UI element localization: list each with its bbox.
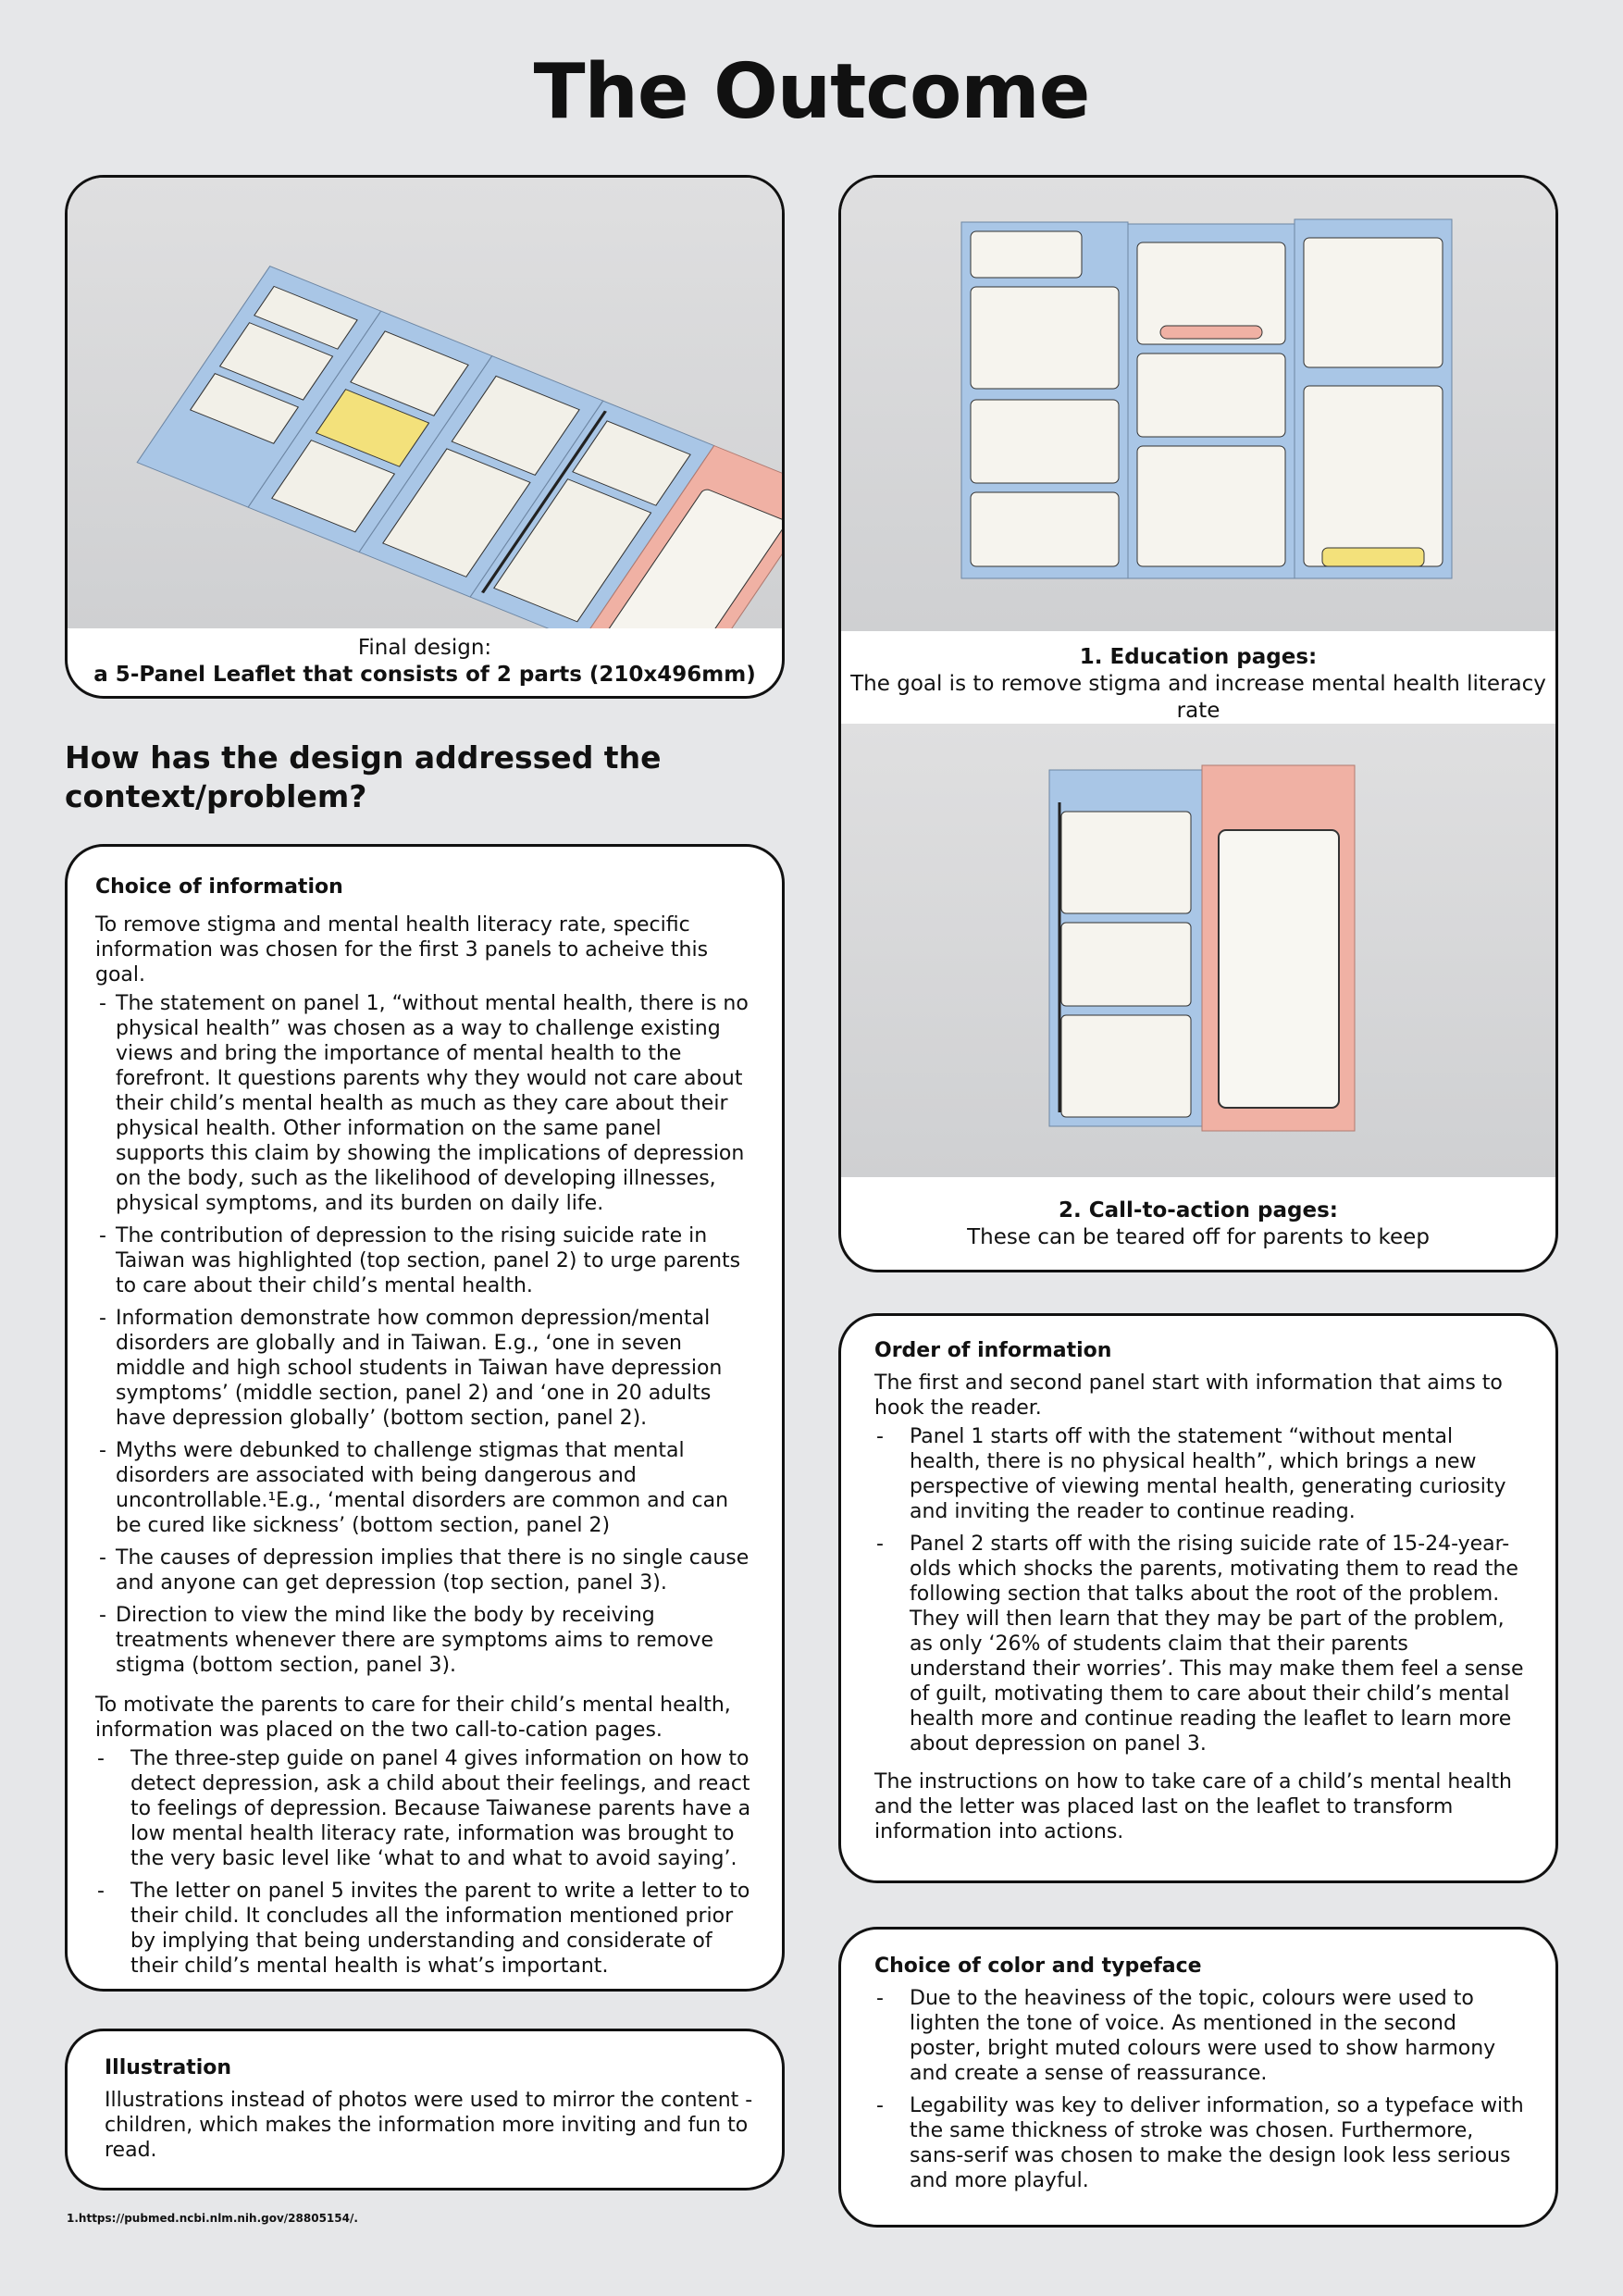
final-design-card (65, 175, 785, 699)
education-caption (841, 644, 1555, 725)
leaflet-mockup-image (68, 178, 782, 628)
list-item: - Myths were debunked to challenge stigmas that mental disorders are associated with being dangerous and uncontrollable.¹E.g., ‘mental disorders are common and can be cured like sickness’ (bottom section, panel 2) (95, 1438, 756, 1538)
list-item: - The causes of depression implies that there is no single cause and anyone can get depression (top section, panel 3). (95, 1545, 756, 1595)
section-heading: How has the design addressed the context/problem? (65, 739, 662, 814)
illustration-title: Illustration (105, 2056, 232, 2079)
cta-caption (841, 1198, 1555, 1251)
choice-intro: To remove stigma and mental health literacy rate, specific information was chosen for the first 3 panels to acheive this goal. (95, 913, 709, 987)
illustration-card (65, 2029, 785, 2191)
education-caption-text: The goal is to remove stigma and increase mental health literacy rate (850, 672, 1546, 723)
education-caption-title: 1. Education pages: (1079, 645, 1318, 669)
cta-caption-title: 2. Call-to-action pages: (1059, 1198, 1338, 1222)
list-item: - Direction to view the mind like the body by receiving treatments whenever there are symptoms aims to remove stigma (bottom section, panel 3). (95, 1603, 756, 1678)
choice-bullets (95, 991, 756, 1678)
list-item: - The contribution of depression to the rising suicide rate in Taiwan was highlighted (top section, panel 2) to urge parents to care about their child’s mental health. (95, 1223, 756, 1298)
list-item: - Panel 2 starts off with the rising suicide rate of 15-24-year-olds which shocks the parents, motivating them to read the following section that talks about the root of the problem. They will then learn that they may be part of the problem, as only ‘26% of students claim that their parents understand their worries’. This may make them feel a sense of guilt, motivating them to care about their child’s mental health more and continue reading the leaflet to learn more about depression on panel 3. (874, 1532, 1530, 1756)
list-item: - The statement on panel 1, “without mental health, there is no physical health” was chosen as a way to challenge existing views and bring the importance of mental health to the forefront. It questions parents why they would not care about their child’s mental health as much as they care about their physical health. Other information on the same panel supports this claim by showing the implications of depression on the body, such as the likelihood of developing illnesses, physical symptoms, and its burden on daily life. (95, 991, 756, 1216)
illustration-text: Illustrations instead of photos were used to mirror the content - children, which makes the information more inviting and fun to read. (105, 2089, 753, 2162)
color-typeface-card (838, 1927, 1558, 2228)
cta-pages-illustration (841, 724, 1555, 1177)
final-design-caption (68, 635, 782, 689)
caption-line-2: a 5-Panel Leaflet that consists of 2 parts (210x496mm) (93, 663, 756, 687)
leaflet-illustration (68, 178, 782, 628)
education-pages-illustration (841, 178, 1555, 631)
list-item: - The three-step guide on panel 4 gives information on how to detect depression, ask a child about their feelings, and react to feelings of depression. Because Taiwanese parents have a low mental health literacy rate, information was brought to the very basic level like ‘what to and what to avoid saying’. (95, 1746, 756, 1871)
order-of-information-title: Order of information (874, 1339, 1112, 1362)
list-item: - Panel 1 starts off with the statement “without mental health, there is no physical health”, which brings a new perspective of viewing mental health, generating curiosity and inviting the reader to continue reading. (874, 1424, 1530, 1524)
cta-caption-text: These can be teared off for parents to keep (967, 1225, 1430, 1249)
order-outro: The instructions on how to take care of a child’s mental health and the letter was placed last on the leaflet to transform information into actions. (874, 1770, 1512, 1843)
order-intro: The first and second panel start with information that aims to hook the reader. (874, 1371, 1503, 1420)
order-of-information-card (838, 1313, 1558, 1883)
choice-intro-2: To motivate the parents to care for their child’s mental health, information was placed on the two call-to-cation pages. (95, 1694, 731, 1742)
list-item: - Due to the heaviness of the topic, colours were used to lighten the tone of voice. As mentioned in the second poster, bright muted colours were used to show harmony and create a sense of reassurance. (874, 1986, 1530, 2086)
cta-pages-image (841, 724, 1555, 1177)
color-typeface-bullets (874, 1986, 1530, 2193)
pages-card (838, 175, 1558, 1272)
caption-line-1: Final design: (357, 636, 492, 660)
list-item: - Information demonstrate how common depression/mental disorders are globally and in Taiwan. E.g., ‘one in seven middle and high school students in Taiwan have depression symptoms’ (middle section, panel 2) and ‘one in 20 adults have depression globally’ (bottom section, panel 2). (95, 1306, 756, 1431)
color-typeface-title: Choice of color and typeface (874, 1955, 1202, 1978)
page-title: The Outcome (533, 48, 1090, 136)
education-pages-image (841, 178, 1555, 631)
footnote: 1.https://pubmed.ncbi.nlm.nih.gov/28805154/. (67, 2212, 358, 2225)
choice-bullets-2 (95, 1746, 756, 1979)
list-item: - Legability was key to deliver information, so a typeface with the same thickness of stroke was chosen. Furthermore, sans-serif was chosen to make the design look less serious and more playful. (874, 2093, 1530, 2193)
choice-of-information-title: Choice of information (95, 875, 343, 899)
order-bullets (874, 1424, 1530, 1756)
choice-of-information-card (65, 844, 785, 1992)
list-item: - The letter on panel 5 invites the parent to write a letter to to their child. It concludes all the information mentioned prior by implying that being understanding and considerate of their child’s mental health is what’s important. (95, 1879, 756, 1979)
